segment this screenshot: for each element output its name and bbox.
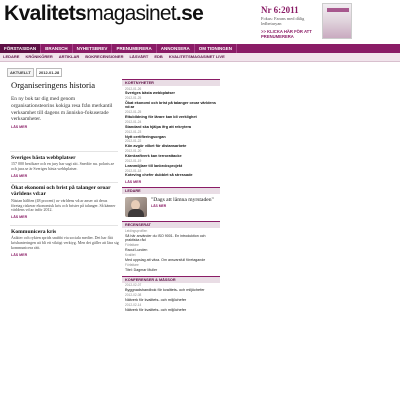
news-date: 2012-01-25 — [125, 96, 142, 101]
lead-read-more-link[interactable]: LÄS MER — [11, 125, 28, 130]
article-text: Åsikter och rykten sprids snabbt via sociala medier. Det har fått krishanteringen att bli ett viktigt verktyg. Men det gäller att lära sig kommunicera rätt. — [11, 235, 119, 250]
lead-article-title[interactable]: Organiseringens historia — [11, 80, 96, 90]
news-title[interactable]: Ökat ekonomi och brist på talanger oroar världens vd:ar — [125, 101, 216, 110]
article-read-more-link[interactable]: LÄS MER — [11, 174, 28, 178]
conference-title[interactable]: Nätverk för kvalitets- och miljöchefer — [125, 307, 187, 312]
subnav-artiklar[interactable]: ARTIKLAR — [58, 54, 80, 59]
ledare-item[interactable] — [122, 197, 220, 217]
list-item[interactable] — [122, 140, 220, 148]
list-item[interactable] — [122, 244, 220, 252]
article-text: 157 000 besökare och en jury har sagt sitt. Snedtiv nu. polaris.se och jura.se är Sveriges bästa webbplatser. — [11, 161, 115, 172]
conference-title[interactable]: Nätverk för kvalitets- och miljöchefer — [125, 297, 187, 302]
subscribe-link[interactable]: >> KLICKA HÄR FÖR ATT PRENUMERERA — [261, 28, 312, 39]
current-issue-box — [261, 5, 320, 39]
issue-title: Nr 6:2011 — [261, 5, 299, 15]
nav-annonsera[interactable]: ANNONSERA — [157, 44, 195, 53]
review-value[interactable]: Raoul Lunden — [125, 247, 148, 252]
review-label: Författare — [125, 242, 139, 247]
article-read-more-link[interactable]: LÄS MER — [11, 215, 28, 220]
review-label: Leidingsprofilen — [125, 228, 148, 233]
current-label: AKTUELLT — [7, 68, 34, 77]
review-label: Författare — [125, 262, 139, 267]
list-item[interactable] — [122, 97, 220, 110]
list-item[interactable] — [122, 230, 220, 242]
news-title[interactable]: Nytt certifieringsorgan — [125, 134, 166, 139]
conference-date: 2012-02-08 — [125, 293, 142, 298]
divider — [10, 182, 118, 183]
ledare-read-more-link[interactable]: LÄS MER — [151, 203, 167, 208]
lead-article — [11, 80, 116, 129]
review-value[interactable]: Med uppslag att växa. Om ansvarsfull företagande — [125, 257, 206, 262]
ledare-quote[interactable]: "Dags att lämna myrstaden" — [151, 196, 214, 203]
logo-light-text: magasinet — [86, 2, 176, 25]
sub-nav — [0, 53, 400, 62]
nav-bransch[interactable]: BRANSCH — [41, 44, 73, 53]
review-value[interactable]: Titel: Dagmar Muller — [125, 267, 158, 272]
news-date: 2012-01-20 — [125, 149, 142, 154]
review-box-header: RECENSERAT — [122, 221, 220, 228]
list-item[interactable] — [122, 150, 220, 158]
review-value[interactable]: Så här använder du ISO 9001. En introduktion och praktiska råd — [125, 233, 206, 242]
list-item[interactable] — [122, 264, 220, 272]
list-item[interactable] — [122, 111, 220, 119]
conference-date: 2012-02-14 — [125, 302, 142, 307]
article-read-more-link[interactable]: LÄS MER — [11, 252, 28, 257]
news-date: 2012-01-23 — [125, 129, 142, 134]
article-title[interactable]: Ökat ekonomi och brist på talanger oroar världens vd:ar — [11, 185, 111, 198]
editor-photo — [125, 197, 147, 217]
subnav-edb[interactable]: EDB — [154, 54, 163, 59]
list-item[interactable] — [122, 304, 220, 312]
list-item[interactable] — [122, 254, 220, 262]
news-date: 2012-01-25 — [125, 110, 142, 115]
news-date: 2012-01-24 — [125, 120, 142, 125]
site-header — [0, 0, 400, 44]
article-item — [11, 155, 119, 178]
subnav-lasvart[interactable]: LÄSVÄRT — [129, 54, 149, 59]
nav-prenumerera[interactable]: PRENUMERERA — [112, 44, 156, 53]
nav-nyhetsbrev[interactable]: NYHETSBREV — [73, 44, 113, 53]
ledare-box-header: LEDARE — [122, 187, 220, 194]
subnav-bokrecensioner[interactable]: BOKRECENSIONER — [85, 54, 124, 59]
conference-date: 2012-02-07 — [125, 283, 142, 288]
main-nav — [0, 44, 400, 53]
article-item — [11, 229, 119, 257]
list-item[interactable] — [122, 131, 220, 139]
list-item[interactable] — [122, 284, 220, 292]
subnav-ledare[interactable]: LEDARE — [3, 54, 20, 59]
article-text: Nästan hälften (48 procent) av världens vd:ar anser att deras företag riskerar ekonomisk kris och brister på talanger. Så känner världens vd:ar inför 2012. — [11, 197, 116, 213]
news-date: 2012-01-26 — [125, 86, 142, 91]
subnav-kvalitetsmagasinet-live[interactable]: KVALITETSMAGASINET LIVE — [168, 54, 225, 59]
logo-bold-text: Kvalitets — [4, 2, 87, 25]
site-logo[interactable] — [4, 2, 203, 26]
conference-title[interactable]: Byggnadshandbok för kvalitets- och miljöchefer — [125, 288, 205, 293]
nav-forstasidan[interactable]: FÖRSTASIDAN — [0, 44, 41, 53]
subnav-kronikorer[interactable]: KRÖNIKÖRER — [25, 54, 53, 59]
list-item[interactable] — [122, 170, 220, 178]
news-title[interactable]: Kön avgör vilket för distansarbete — [125, 144, 187, 149]
list-item[interactable] — [122, 88, 220, 96]
news-box-header: KORTNYHETER — [122, 79, 220, 86]
news-title[interactable]: Standard ska hjälpa ifrg att rekrytera — [125, 124, 192, 129]
issue-text: Fokus: Farans med dålig ledbetaryan — [261, 16, 305, 27]
review-label: Kvalitet — [125, 252, 136, 257]
list-item[interactable] — [122, 121, 220, 129]
news-date: 2012-01-19 — [125, 158, 142, 163]
list-item[interactable] — [122, 294, 220, 302]
sidebar — [122, 79, 220, 312]
logo-tld-text: .se — [175, 2, 204, 25]
divider — [10, 151, 118, 152]
lead-article-text: En ny bok tar dig med genom organisationsteorins kokiga resa från merkantil verksamhet till dagens m ännisko-fokuserade verksamheter. — [11, 96, 113, 123]
current-date: 2012-01-28 — [36, 68, 62, 77]
divider — [10, 225, 118, 226]
list-item[interactable] — [122, 160, 220, 168]
article-title[interactable]: Sveriges bästa webbplatser — [11, 155, 76, 161]
nav-om-tidningen[interactable]: OM TIDNINGEN — [195, 44, 237, 53]
news-title[interactable]: Kärnkraftverk kan terrorattacke — [125, 153, 182, 158]
news-title[interactable]: Sveriges bästa webbplatser — [125, 91, 176, 96]
news-read-more-link[interactable]: LÄS MER — [125, 179, 142, 184]
news-title[interactable]: Leanmöjlare till lanbrcksprojekt — [125, 163, 183, 168]
date-bar — [7, 68, 62, 77]
news-date: 2012-01-22 — [125, 139, 142, 144]
article-item — [11, 185, 119, 219]
news-title[interactable]: Koteving chefer dubblet så stressade — [125, 173, 193, 178]
conference-box-header: KONFERENSER & MÄSSOR — [122, 276, 220, 283]
article-title[interactable]: Kommunicera kris — [11, 229, 57, 235]
news-title[interactable]: Ettubildning för lärare kan bli verklighet — [125, 115, 197, 120]
magazine-cover-image[interactable] — [322, 3, 352, 39]
news-date: 2012-01-18 — [125, 168, 142, 173]
